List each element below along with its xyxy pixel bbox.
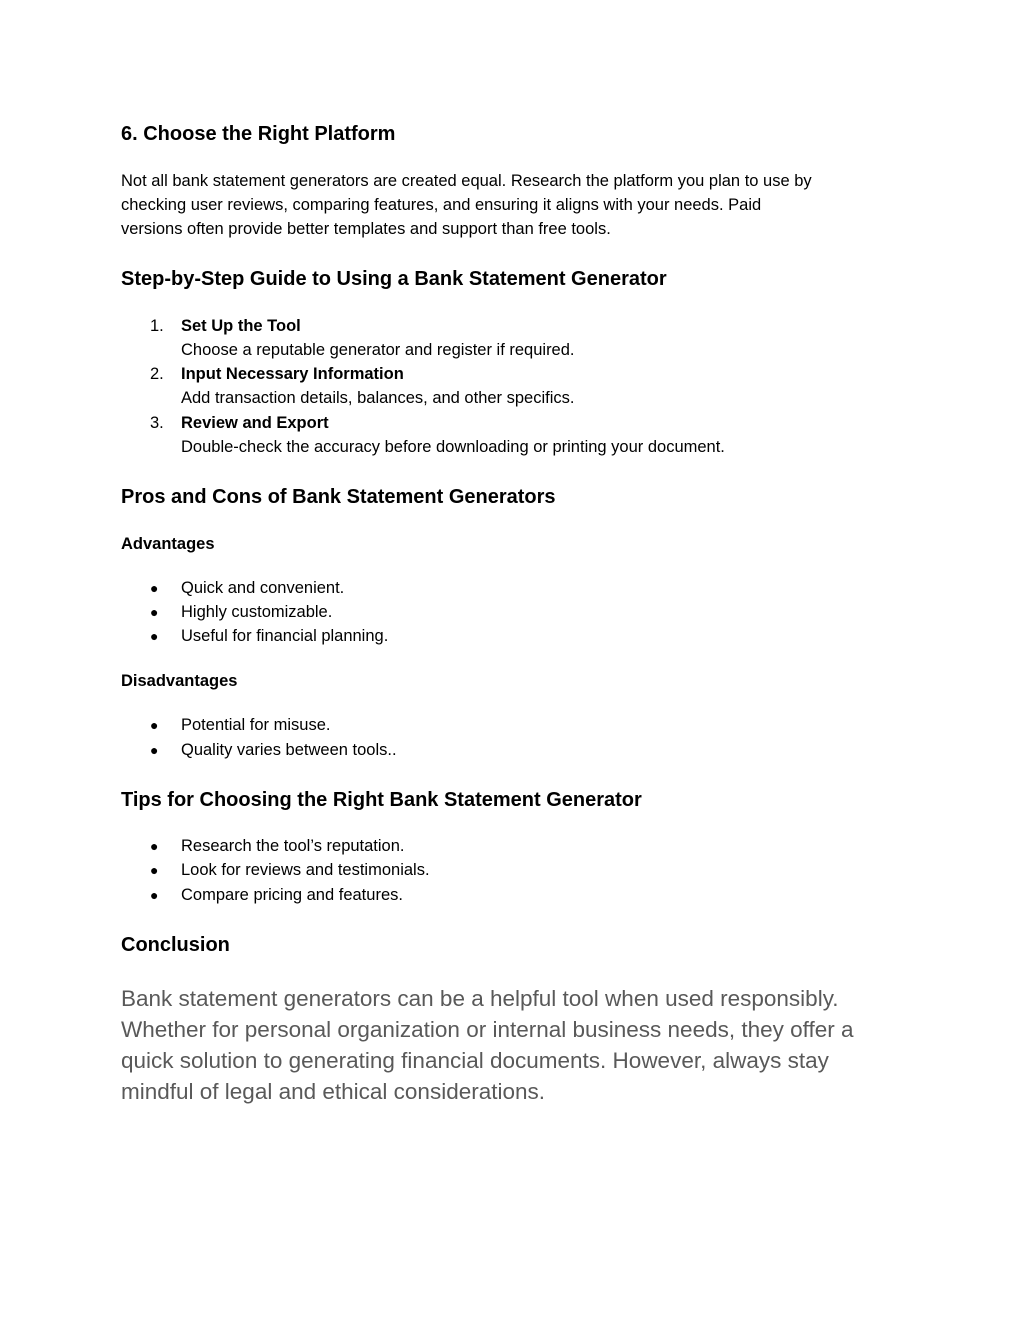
step-text: Double-check the accuracy before downloading or printing your document.: [181, 438, 725, 456]
list-item: [0, 858, 1024, 882]
step-number: 1.: [150, 317, 164, 335]
advantages-list: [0, 576, 1024, 650]
section-heading-conclusion: Conclusion: [121, 934, 230, 956]
list-item-text: Compare pricing and features.: [181, 886, 403, 904]
step-text: Add transaction details, balances, and other specifics.: [181, 389, 575, 407]
list-item-text: Quick and convenient.: [181, 579, 345, 597]
section-heading-choose-platform: 6. Choose the Right Platform: [121, 123, 396, 145]
bullet-icon: ●: [150, 862, 159, 878]
step-text: Choose a reputable generator and register if required.: [181, 341, 575, 359]
list-item-text: Quality varies between tools..: [181, 741, 397, 759]
list-item: [0, 600, 1024, 624]
advantages-heading: Advantages: [121, 535, 215, 553]
conclusion-line: Bank statement generators can be a helpful tool when used responsibly.: [121, 986, 839, 1011]
disadvantages-heading: Disadvantages: [121, 672, 238, 690]
step-number: 2.: [150, 365, 164, 383]
bullet-icon: ●: [150, 838, 159, 854]
section-heading-guide: Step-by-Step Guide to Using a Bank Statement Generator: [121, 268, 667, 290]
bullet-icon: ●: [150, 580, 159, 596]
list-item-text: Potential for misuse.: [181, 716, 331, 734]
list-item: [0, 834, 1024, 858]
step-title: Set Up the Tool: [181, 317, 301, 335]
list-item: [0, 713, 1024, 737]
conclusion-line: quick solution to generating financial documents. However, always stay: [121, 1048, 829, 1073]
step-number: 3.: [150, 414, 164, 432]
section-paragraph-choose-platform: [121, 169, 911, 241]
paragraph-line: Not all bank statement generators are created equal. Research the platform you plan to use by: [121, 172, 812, 190]
list-item-text: Research the tool’s reputation.: [181, 837, 405, 855]
section-heading-tips: Tips for Choosing the Right Bank Statement Generator: [121, 789, 642, 811]
step-title: Review and Export: [181, 414, 329, 432]
conclusion-paragraph: [121, 983, 901, 1107]
conclusion-line: mindful of legal and ethical considerations.: [121, 1079, 546, 1104]
section-heading-pros-cons: Pros and Cons of Bank Statement Generators: [121, 486, 556, 508]
conclusion-line: Whether for personal organization or internal business needs, they offer a: [121, 1017, 854, 1042]
step-title: Input Necessary Information: [181, 365, 404, 383]
step-item: [0, 362, 1024, 410]
bullet-icon: ●: [150, 887, 159, 903]
list-item-text: Useful for financial planning.: [181, 627, 389, 645]
bullet-icon: ●: [150, 717, 159, 733]
bullet-icon: ●: [150, 628, 159, 644]
bullet-icon: ●: [150, 742, 159, 758]
step-item: [0, 411, 1024, 459]
paragraph-line: versions often provide better templates and support than free tools.: [121, 220, 611, 238]
paragraph-line: checking user reviews, comparing features, and ensuring it aligns with your needs. Paid: [121, 196, 762, 214]
steps-list: [0, 314, 1024, 464]
bullet-icon: ●: [150, 604, 159, 620]
step-item: [0, 314, 1024, 362]
list-item-text: Look for reviews and testimonials.: [181, 861, 430, 879]
list-item: [0, 624, 1024, 648]
list-item-text: Highly customizable.: [181, 603, 333, 621]
list-item: [0, 883, 1024, 907]
list-item: [0, 738, 1024, 762]
list-item: [0, 576, 1024, 600]
tips-list: [0, 834, 1024, 908]
disadvantages-list: [0, 713, 1024, 763]
